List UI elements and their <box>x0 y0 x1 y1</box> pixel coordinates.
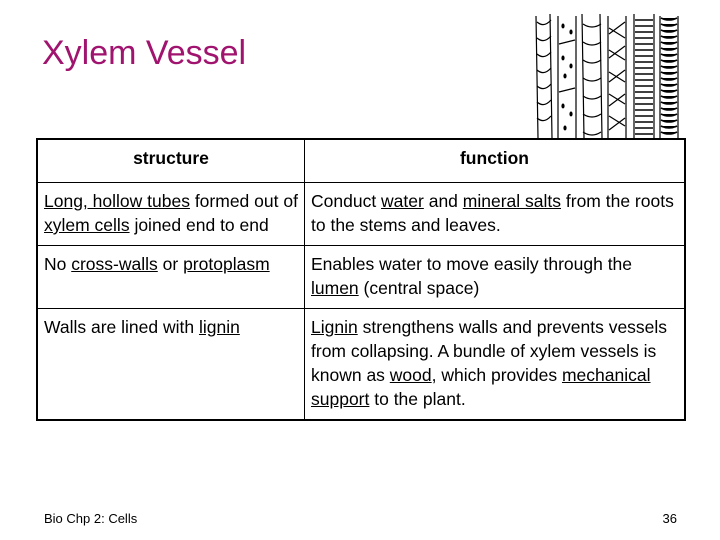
function-cell: Lignin strengthens walls and prevents vessels from collapsing. A bundle of xylem vessels is known as wood, which provides mechanical support to the plant. <box>305 309 686 421</box>
page-number: 36 <box>662 511 677 526</box>
table-row <box>37 246 685 309</box>
table-row <box>37 183 685 246</box>
function-cell: Conduct water and mineral salts from the roots to the stems and leaves. <box>305 183 686 246</box>
underlined-term: protoplasm <box>183 254 270 274</box>
slide-title: Xylem Vessel <box>42 34 247 72</box>
function-cell: Enables water to move easily through the lumen (central space) <box>305 246 686 309</box>
structure-cell: Long, hollow tubes formed out of xylem cells joined end to end <box>37 183 305 246</box>
underlined-term: cross-walls <box>71 254 158 274</box>
underlined-term: Lignin <box>311 317 358 337</box>
underlined-term: wood <box>389 365 432 385</box>
underlined-term: mineral salts <box>462 191 562 211</box>
table-row <box>37 309 685 421</box>
underlined-term: water <box>381 191 424 211</box>
footer-course-label: Bio Chp 2: Cells <box>44 511 138 526</box>
underlined-term: lignin <box>198 317 240 337</box>
underlined-term: mechanical support <box>311 365 651 409</box>
underlined-term: xylem cells <box>44 215 130 235</box>
column-header-function: function <box>305 139 686 183</box>
table-header-row <box>37 139 685 183</box>
column-header-structure: structure <box>37 139 305 183</box>
structure-cell: No cross-walls or protoplasm <box>37 246 305 309</box>
underlined-term: lumen <box>311 278 359 298</box>
structure-cell: Walls are lined with lignin <box>37 309 305 421</box>
xylem-vessel-drawing-icon <box>532 14 680 140</box>
underlined-term: Long, hollow tubes <box>44 191 190 211</box>
xylem-structure-function-table <box>36 138 686 421</box>
